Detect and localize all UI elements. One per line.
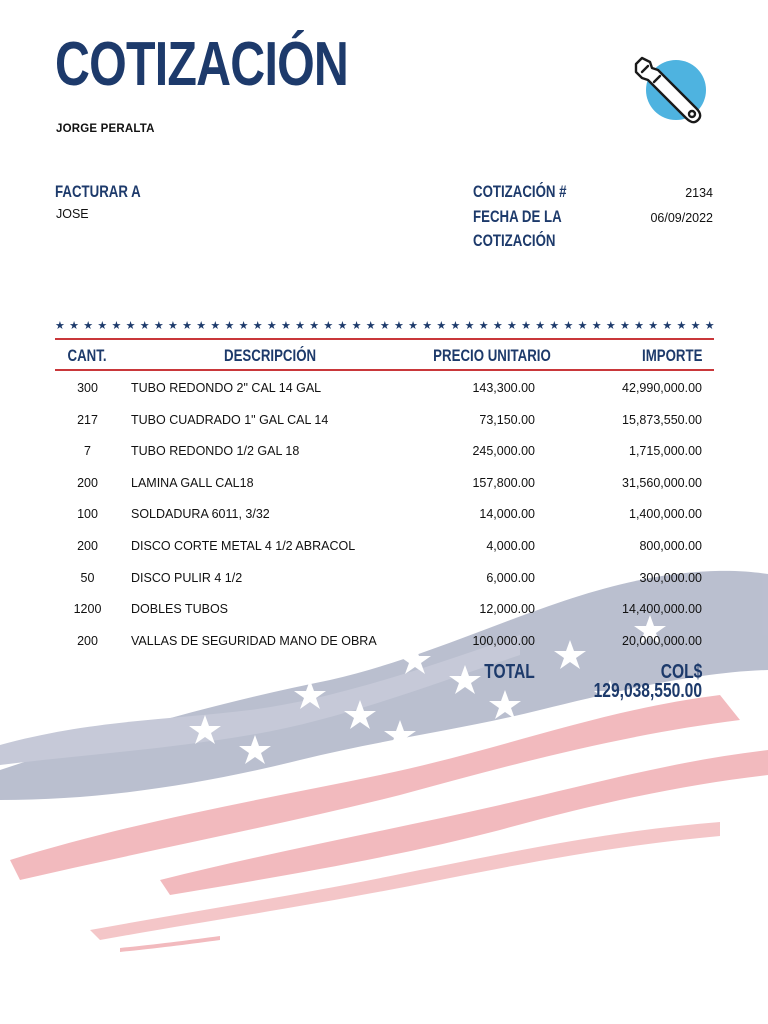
company-name: JORGE PERALTA — [56, 123, 155, 135]
quote-date-label-line2: COTIZACIÓN — [473, 231, 556, 250]
row-unit-price: 100,000.00 — [472, 633, 535, 648]
divider-star-icon: ★ — [549, 320, 560, 332]
bill-to-name: JOSE — [56, 207, 89, 221]
quote-date: 06/09/2022 — [650, 211, 713, 225]
row-amount: 20,000,000.00 — [622, 633, 702, 648]
column-header-amount — [560, 345, 702, 367]
table-row — [0, 503, 768, 525]
row-qty: 50 — [80, 570, 95, 585]
divider-star-icon: ★ — [634, 320, 644, 332]
divider-star-icon: ★ — [662, 320, 673, 332]
row-description: TUBO CUADRADO 1" GAL CAL 14 — [131, 412, 329, 427]
row-qty: 300 — [77, 381, 98, 395]
row-qty: 7 — [84, 444, 91, 459]
divider-star-icon: ★ — [605, 320, 616, 332]
column-header-desc-text: DESCRIPCIÓN — [223, 346, 317, 365]
quote-number: 2134 — [685, 186, 713, 200]
divider-star-icon: ★ — [83, 320, 94, 332]
row-unit-price: 14,000.00 — [479, 507, 535, 522]
divider-star-icon: ★ — [153, 320, 164, 332]
divider-star-icon: ★ — [168, 320, 178, 332]
divider-star-icon: ★ — [55, 320, 65, 332]
quote-number-label: COTIZACIÓN # — [473, 182, 567, 201]
row-qty: 200 — [77, 633, 98, 648]
column-header-price-text: PRECIO UNITARIO — [433, 346, 551, 365]
bill-to-label: FACTURAR A — [55, 182, 141, 201]
row-unit-price: 73,150.00 — [479, 412, 535, 427]
row-unit-price: 12,000.00 — [479, 602, 535, 617]
divider-star-icon: ★ — [351, 320, 362, 332]
document-title: COTIZACIÓN — [55, 30, 349, 99]
total-label-text: TOTAL — [484, 661, 535, 683]
table-row — [0, 567, 768, 589]
stars-divider — [55, 318, 715, 334]
divider-star-icon: ★ — [478, 320, 489, 332]
divider-star-icon: ★ — [139, 320, 150, 332]
divider-star-icon: ★ — [690, 320, 701, 332]
divider-star-icon: ★ — [591, 320, 602, 332]
divider-star-icon: ★ — [337, 320, 348, 332]
divider-star-icon: ★ — [281, 320, 291, 332]
total-value-text: 129,038,550.00 — [593, 680, 702, 702]
table-row — [0, 472, 768, 494]
row-qty: 200 — [77, 475, 98, 490]
table-row — [0, 377, 768, 399]
divider-star-icon: ★ — [125, 320, 136, 332]
row-unit-price: 157,800.00 — [472, 475, 535, 490]
row-qty: 217 — [77, 412, 98, 427]
divider-star-icon: ★ — [648, 320, 659, 332]
divider-star-icon: ★ — [450, 320, 461, 332]
divider-star-icon: ★ — [182, 320, 192, 332]
header-rule-top — [55, 338, 714, 340]
divider-star-icon: ★ — [422, 320, 433, 332]
total-currency-text: COL$ — [660, 661, 702, 683]
flag-background — [0, 560, 768, 980]
divider-star-icon: ★ — [676, 320, 687, 332]
divider-star-icon: ★ — [309, 320, 320, 332]
divider-star-icon: ★ — [69, 320, 79, 332]
header-rule-bottom — [55, 369, 714, 371]
row-description: VALLAS DE SEGURIDAD MANO DE OBRA — [131, 633, 377, 648]
table-row — [0, 409, 768, 431]
divider-star-icon: ★ — [408, 320, 418, 332]
divider-star-icon: ★ — [704, 320, 715, 332]
table-row — [0, 630, 768, 652]
total-label — [440, 661, 535, 684]
divider-star-icon: ★ — [394, 320, 404, 332]
row-unit-price: 4,000.00 — [486, 539, 535, 553]
divider-star-icon: ★ — [323, 320, 334, 332]
row-qty: 1200 — [73, 602, 102, 617]
divider-star-icon: ★ — [210, 320, 221, 332]
divider-star-icon: ★ — [238, 320, 249, 332]
row-amount: 1,400,000.00 — [629, 507, 702, 522]
row-unit-price: 143,300.00 — [472, 381, 535, 395]
divider-star-icon: ★ — [436, 320, 447, 332]
row-amount: 42,990,000.00 — [622, 381, 702, 395]
divider-star-icon: ★ — [196, 320, 207, 332]
row-description: DOBLES TUBOS — [131, 602, 229, 617]
row-unit-price: 245,000.00 — [472, 444, 535, 459]
divider-star-icon: ★ — [97, 320, 108, 332]
column-header-price — [400, 345, 551, 367]
row-amount: 15,873,550.00 — [622, 412, 702, 427]
row-amount: 31,560,000.00 — [622, 475, 702, 490]
wrench-icon — [628, 52, 712, 128]
column-header-desc — [180, 345, 360, 367]
table-row — [0, 440, 768, 462]
divider-star-icon: ★ — [295, 320, 305, 332]
divider-star-icon: ★ — [521, 320, 531, 332]
divider-star-icon: ★ — [492, 320, 503, 332]
row-amount: 1,715,000.00 — [629, 444, 702, 459]
row-qty: 200 — [77, 539, 98, 553]
row-amount: 300,000.00 — [639, 570, 702, 585]
row-description: TUBO REDONDO 1/2 GAL 18 — [131, 444, 300, 459]
divider-star-icon: ★ — [224, 320, 235, 332]
row-qty: 100 — [77, 507, 98, 522]
table-row — [0, 535, 768, 557]
table-row — [0, 598, 768, 620]
row-description: SOLDADURA 6011, 3/32 — [131, 507, 270, 522]
divider-star-icon: ★ — [464, 320, 475, 332]
quote-date-label-line1: FECHA DE LA — [473, 207, 562, 226]
row-amount: 14,400,000.00 — [622, 602, 702, 617]
row-unit-price: 6,000.00 — [486, 570, 535, 585]
row-amount: 800,000.00 — [639, 539, 702, 553]
divider-star-icon: ★ — [535, 320, 546, 332]
divider-star-icon: ★ — [266, 320, 277, 332]
divider-star-icon: ★ — [563, 320, 574, 332]
divider-star-icon: ★ — [379, 320, 390, 332]
divider-star-icon: ★ — [111, 320, 122, 332]
row-description: LAMINA GALL CAL18 — [131, 475, 254, 490]
column-header-qty — [55, 345, 120, 367]
divider-star-icon: ★ — [365, 320, 376, 332]
row-description: DISCO PULIR 4 1/2 — [131, 570, 243, 585]
divider-star-icon: ★ — [620, 320, 630, 332]
divider-star-icon: ★ — [507, 320, 517, 332]
divider-star-icon: ★ — [577, 320, 588, 332]
row-description: DISCO CORTE METAL 4 1/2 ABRACOL — [131, 539, 356, 553]
divider-star-icon: ★ — [252, 320, 263, 332]
column-header-amount-text: IMPORTE — [641, 346, 702, 365]
total-value — [540, 680, 702, 702]
row-description: TUBO REDONDO 2" CAL 14 GAL — [131, 381, 322, 395]
column-header-qty-text: CANT. — [67, 346, 108, 365]
